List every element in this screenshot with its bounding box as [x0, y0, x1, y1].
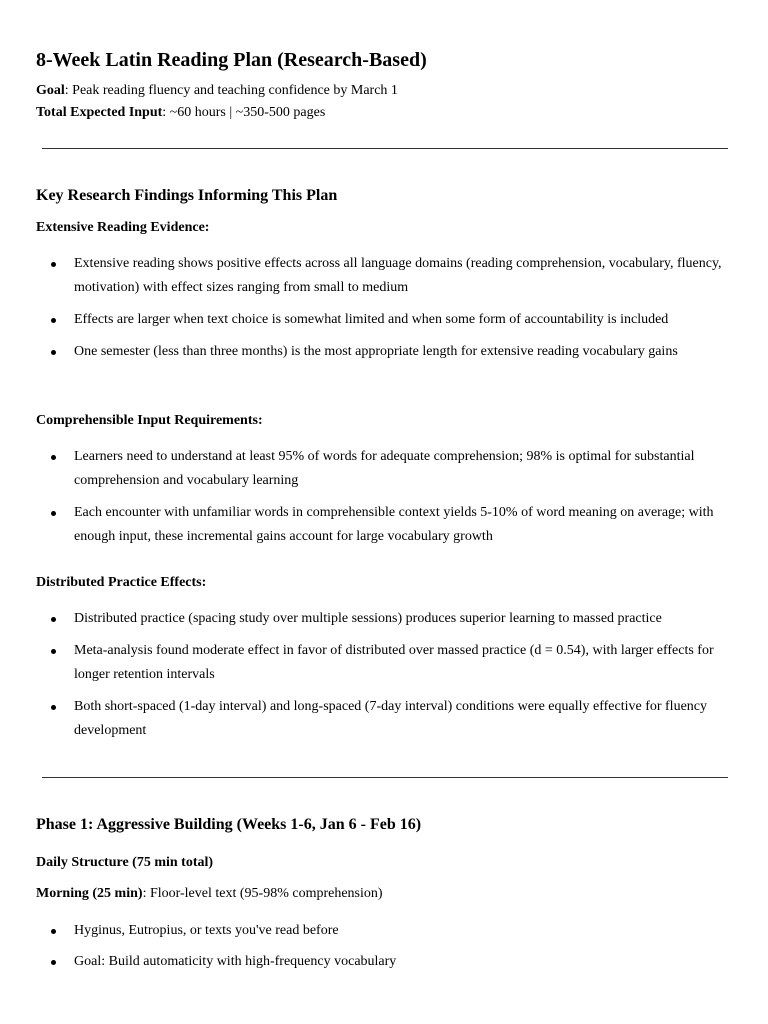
goal-value: : Peak reading fluency and teaching confidence by March 1 [64, 83, 398, 98]
list-item: Each encounter with unfamiliar words in comprehensible context yields 5-10% of word meaning on average; with enough input, these incremental gains account for large vocabulary growth [36, 501, 738, 549]
page-title: 8-Week Latin Reading Plan (Research-Based) [36, 49, 427, 71]
phase1-heading: Phase 1: Aggressive Building (Weeks 1-6, Jan 6 - Feb 16) [36, 816, 422, 833]
total-input-label: Total Expected Input [36, 105, 163, 120]
list-item: Hyginus, Eutropius, or texts you've read before [36, 919, 738, 943]
list-item: Learners need to understand at least 95% of words for adequate comprehension; 98% is optimal for substantial comprehension and vocabulary learning [36, 445, 738, 493]
total-input-value: : ~60 hours | ~350-500 pages [162, 105, 326, 120]
list-item: Extensive reading shows positive effects across all language domains (reading comprehension, vocabulary, fluency, motivation) with effect sizes ranging from small to medium [36, 252, 738, 300]
morning-line [36, 884, 738, 904]
findings-heading: Key Research Findings Informing This Plan [36, 187, 338, 204]
divider [42, 148, 728, 149]
morning-label: Morning (25 min) [36, 886, 143, 901]
list-item: Goal: Build automaticity with high-frequency vocabulary [36, 950, 738, 974]
phase1-list [36, 919, 738, 974]
comprehensible-input-label: Comprehensible Input Requirements: [36, 413, 263, 428]
extensive-reading-list [36, 252, 738, 364]
distributed-practice-list [36, 607, 738, 743]
extensive-reading-label: Extensive Reading Evidence: [36, 220, 210, 235]
list-item: One semester (less than three months) is the most appropriate length for extensive reading vocabulary gains [36, 340, 738, 364]
total-input-line [36, 103, 738, 123]
list-item: Distributed practice (spacing study over multiple sessions) produces superior learning to massed practice [36, 607, 738, 631]
divider [42, 777, 728, 778]
comprehensible-input-list [36, 445, 738, 549]
list-item: Both short-spaced (1-day interval) and long-spaced (7-day interval) conditions were equally effective for fluency development [36, 695, 738, 743]
morning-value: : Floor-level text (95-98% comprehension) [142, 886, 383, 901]
goal-line [36, 81, 738, 101]
distributed-practice-label: Distributed Practice Effects: [36, 575, 207, 590]
daily-structure-label: Daily Structure (75 min total) [36, 855, 214, 870]
list-item: Meta-analysis found moderate effect in favor of distributed over massed practice (d = 0.54), with larger effects for longer retention intervals [36, 639, 738, 687]
list-item: Effects are larger when text choice is somewhat limited and when some form of accountability is included [36, 308, 738, 332]
goal-label: Goal [36, 83, 65, 98]
